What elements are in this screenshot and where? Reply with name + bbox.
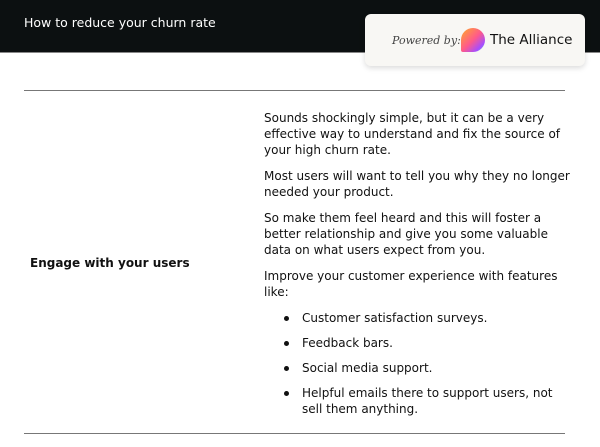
list-item: Customer satisfaction surveys. bbox=[284, 310, 574, 326]
bottom-divider bbox=[24, 433, 565, 434]
row-content bbox=[264, 110, 574, 426]
paragraph: Improve your customer experience with features like: bbox=[264, 269, 558, 299]
paragraph: Sounds shockingly simple, but it can be a very effective way to understand and fix the source of your high churn rate. bbox=[264, 111, 561, 157]
page-title: How to reduce your churn rate bbox=[24, 15, 216, 30]
list-item: Feedback bars. bbox=[284, 335, 574, 351]
top-divider bbox=[24, 90, 565, 91]
list-item: Social media support. bbox=[284, 360, 574, 376]
row-label: Engage with your users bbox=[30, 256, 190, 270]
paragraph: So make them feel heard and this will foster a better relationship and give you some valuable data on what users expect from you. bbox=[264, 211, 548, 257]
paragraph: Most users will want to tell you why they no longer needed your product. bbox=[264, 169, 570, 199]
feature-list bbox=[264, 310, 574, 417]
alliance-logo-icon bbox=[461, 28, 485, 52]
powered-by-label: Powered by: bbox=[392, 34, 461, 47]
powered-by-badge[interactable] bbox=[365, 14, 585, 66]
list-item: Helpful emails there to support users, not sell them anything. bbox=[284, 385, 574, 417]
brand-name: The Alliance bbox=[490, 32, 573, 48]
